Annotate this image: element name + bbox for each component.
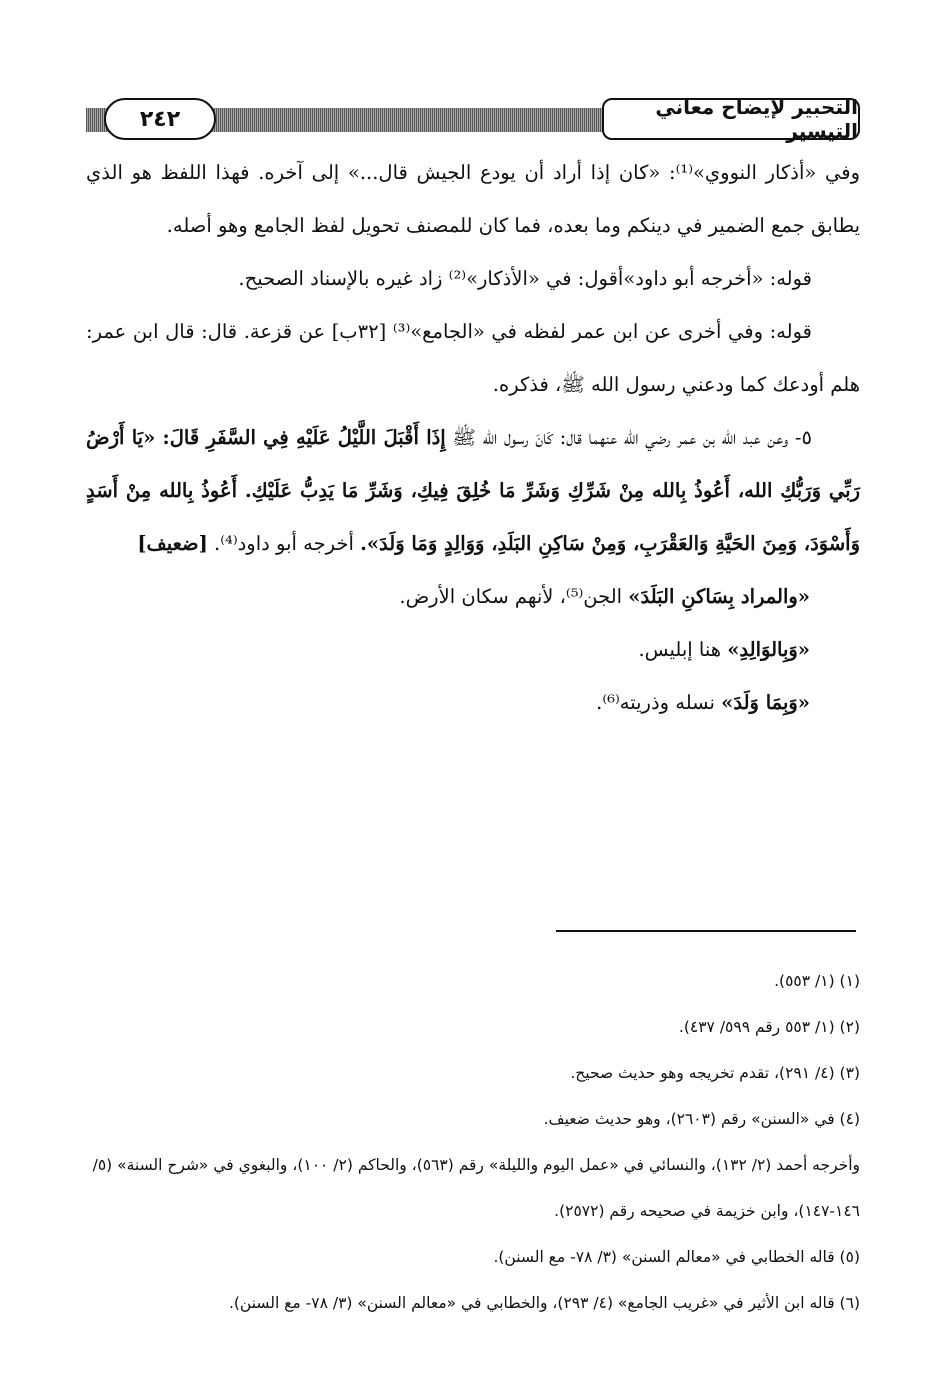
hadith-text: إِذَا أَقْبَلَ اللَّيْلُ عَلَيْهِ فِي السَّفَرِ قَالَ: «يَا أَرْضُ رَبِّي وَرَبُّكِ الله، أَعُوذُ بِالله مِنْ شَرِّكِ وَشَرِّ مَا خُلِقَ فِيكِ، وَشَرِّ مَا يَدِبُّ عَلَيْكِ. أَعُوذُ بِالله مِنْ أَسَدٍ وَأَسْوَدَ، وَمِنَ الحَيَّةِ وَالعَقْرَبِ، وَمِنْ سَاكِنِ البَلَدِ، وَوَالِدٍ وَمَا وَلَدَ».	[86, 426, 860, 555]
footnote-4-continued: وأخرجه أحمد (٢/ ١٣٢)، والنسائي في «عمل اليوم والليلة» رقم (٥٦٣)، والحاكم (٢/ ١٠٠)، والبغوي في «شرح السنة» (٥/ ١٤٦-١٤٧)، وابن خزيمة في صحيحه رقم (٢٥٧٢).	[92, 1156, 860, 1220]
explanation-2-term: «وَبِالوَالِدِ»	[727, 638, 810, 661]
explanation-3-term: «وَبِمَا وَلَدَ»	[721, 691, 810, 714]
footnote-separator	[556, 930, 856, 932]
explanation-3	[86, 676, 810, 729]
hadith-intro: ٥- وعن عبد الله بن عمر رضي الله عنهما قال: كَانَ رسول الله ﷺ	[445, 426, 812, 449]
footnote-1: (١) (١/ ٥٥٣).	[774, 972, 860, 990]
explanation-1	[86, 570, 810, 623]
book-title: التحبير لإيضاح معاني التيسير	[602, 98, 860, 140]
main-text	[86, 146, 860, 729]
footnote-2: (٢) (١/ ٥٥٣ رقم ٥٩٩/ ٤٣٧).	[678, 1018, 860, 1036]
hadith-grade: [ضعيف]	[137, 532, 208, 555]
paragraph-2: قوله: «أخرجه أبو داود»أقول: في «الأذكار»⁽²⁾ زاد غيره بالإسناد الصحيح.	[238, 267, 812, 290]
explanation-2-text: هنا إبليس.	[638, 638, 728, 661]
paragraph-3: قوله: وفي أخرى عن ابن عمر لفظه في «الجامع»⁽³⁾ [٣٢ب] عن قزعة. قال: قال ابن عمر: هلم أودعك كما ودعني رسول الله ﷺ، فذكره.	[86, 320, 860, 396]
footnote-5: (٥) قاله الخطابي في «معالم السنن» (٣/ ٧٨- مع السنن).	[493, 1248, 860, 1266]
explanation-3-text: نسله وذريته⁽⁶⁾.	[596, 691, 722, 714]
hadith-paragraph	[86, 411, 860, 570]
page-header	[86, 95, 860, 144]
footnote-6: (٦) قاله ابن الأثير في «غريب الجامع» (٤/ ٢٩٣)، والخطابي في «معالم السنن» (٣/ ٧٨- مع السنن).	[228, 1294, 860, 1312]
explanation-1-term: «والمراد بِسَاكنِ البَلَدَ»	[628, 585, 810, 608]
page-number: ٢٤٢	[104, 98, 216, 140]
explanation-1-text: الجن⁽⁵⁾، لأنهم سكان الأرض.	[399, 585, 629, 608]
paragraph-1: وفي «أذكار النووي»⁽¹⁾: «كان إذا أراد أن يودع الجيش قال...» إلى آخره. فهذا اللفظ هو الذي يطابق جمع الضمير في دينكم وما بعده، فما كان للمصنف تحويل لفظ الجامع وهو أصله.	[86, 161, 861, 237]
explanation-2	[86, 623, 810, 676]
footnotes	[86, 958, 860, 1326]
hadith-source: أخرجه أبو داود⁽⁴⁾.	[207, 532, 361, 555]
footnote-4: (٤) في «السنن» رقم (٢٦٠٣)، وهو حديث ضعيف.	[543, 1110, 860, 1128]
footnote-3: (٣) (٤/ ٢٩١)، تقدم تخريجه وهو حديث صحيح.	[570, 1064, 860, 1082]
